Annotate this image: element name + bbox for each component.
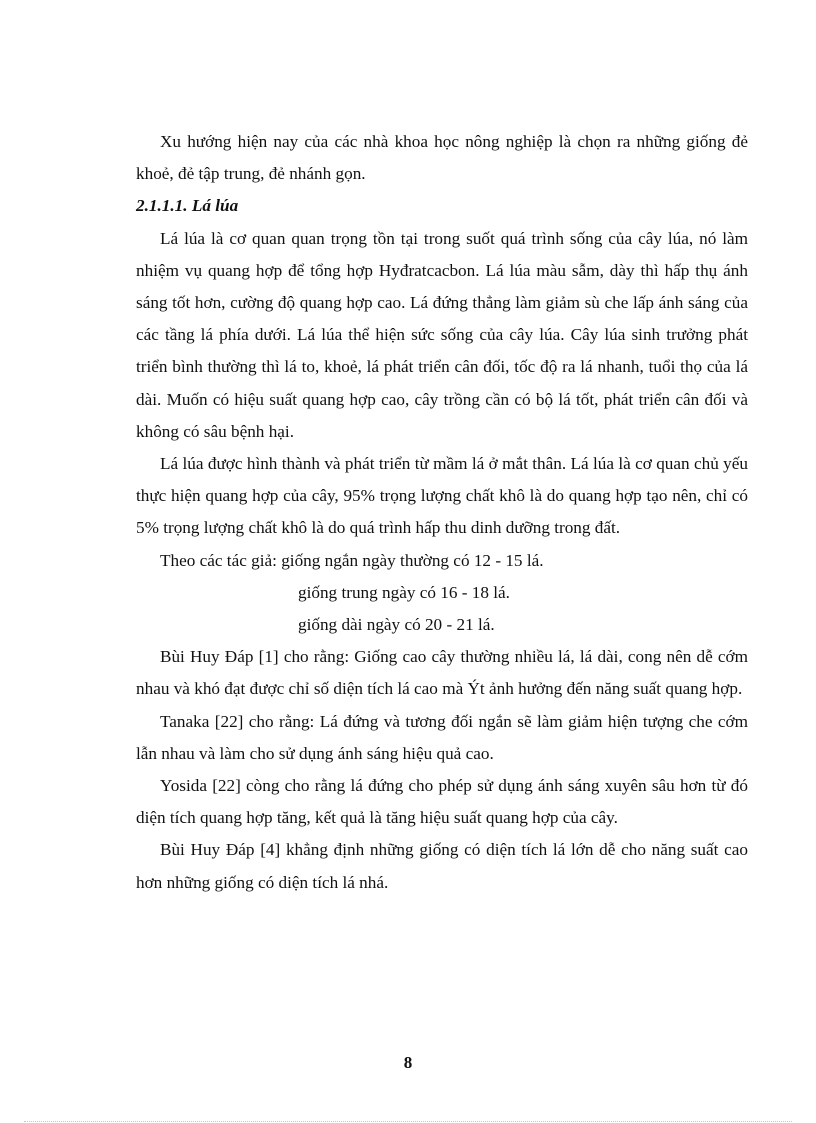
paragraph-bui-huy-dap-1: Bùi Huy Đáp [1] cho rằng: Giống cao cây thường nhiều lá, lá dài, cong nên dễ cớm nhau và khó đạt được chỉ số diện tích lá cao mà Ýt ảnh hưởng đến năng suất quang hợp.: [136, 647, 748, 699]
section-heading-la-lua: 2.1.1.1. Lá lúa: [136, 196, 239, 216]
paragraph-leaf-formation: Lá lúa được hình thành và phát triển từ mầm lá ở mắt thân. Lá lúa là cơ quan chủ yếu thực hiện quang hợp của cây, 95% trọng lượng chất khô là do quang hợp tạo nên, chỉ có 5% trọng lượng chất khô là do quá trình hấp thu dinh dưỡng trong đất.: [136, 454, 748, 538]
list-line-medium-duration: giống trung ngày có 16 - 18 lá.: [298, 582, 510, 602]
paragraph-leaf-role: Lá lúa là cơ quan quan trọng tồn tại trong suốt quá trình sống của cây lúa, nó làm nhiệm vụ quang hợp để tổng hợp Hyđratcacbon. Lá lúa màu sẫm, dày thì hấp thụ ánh sáng tốt hơn, cường độ quang hợp cao. Lá đứng thẳng làm giảm sù che lấp ánh sáng của các tầng lá phía dưới. Lá lúa thể hiện sức sống của cây lúa. Cây lúa sinh trưởng phát triển bình thường thì lá to, khoẻ, lá phát triển cân đối, tốc độ ra lá nhanh, tuổi thọ của lá dài. Muốn có hiệu suất quang hợp cao, cây trồng cần có bộ lá tốt, phát triển cân đối và không có sâu bệnh hại.: [136, 228, 748, 441]
paragraph-tillering-trend: Xu hướng hiện nay của các nhà khoa học nông nghiệp là chọn ra những giống đẻ khoẻ, đẻ tập trung, đẻ nhánh gọn.: [136, 132, 748, 184]
list-line-short-duration: Theo các tác giả: giống ngắn ngày thường có 12 - 15 lá.: [160, 550, 544, 570]
page-number: 8: [403, 1053, 413, 1072]
page-body: [136, 126, 748, 899]
page-bottom-divider: [24, 1121, 792, 1122]
list-line-long-duration: giống dài ngày có 20 - 21 lá.: [298, 615, 495, 635]
paragraph-tanaka: Tanaka [22] cho rằng: Lá đứng và tương đối ngắn sẽ làm giảm hiện tượng che cớm lẫn nhau và làm cho sử dụng ánh sáng hiệu quả cao.: [136, 711, 748, 763]
paragraph-bui-huy-dap-4: Bùi Huy Đáp [4] khẳng định những giống có diện tích lá lớn dễ cho năng suất cao hơn những giống có diện tích lá nhá.: [136, 840, 748, 892]
paragraph-yosida: Yosida [22] còng cho rằng lá đứng cho phép sử dụng ánh sáng xuyên sâu hơn từ đó diện tích quang hợp tăng, kết quả là tăng hiệu suất quang hợp của cây.: [136, 776, 748, 828]
